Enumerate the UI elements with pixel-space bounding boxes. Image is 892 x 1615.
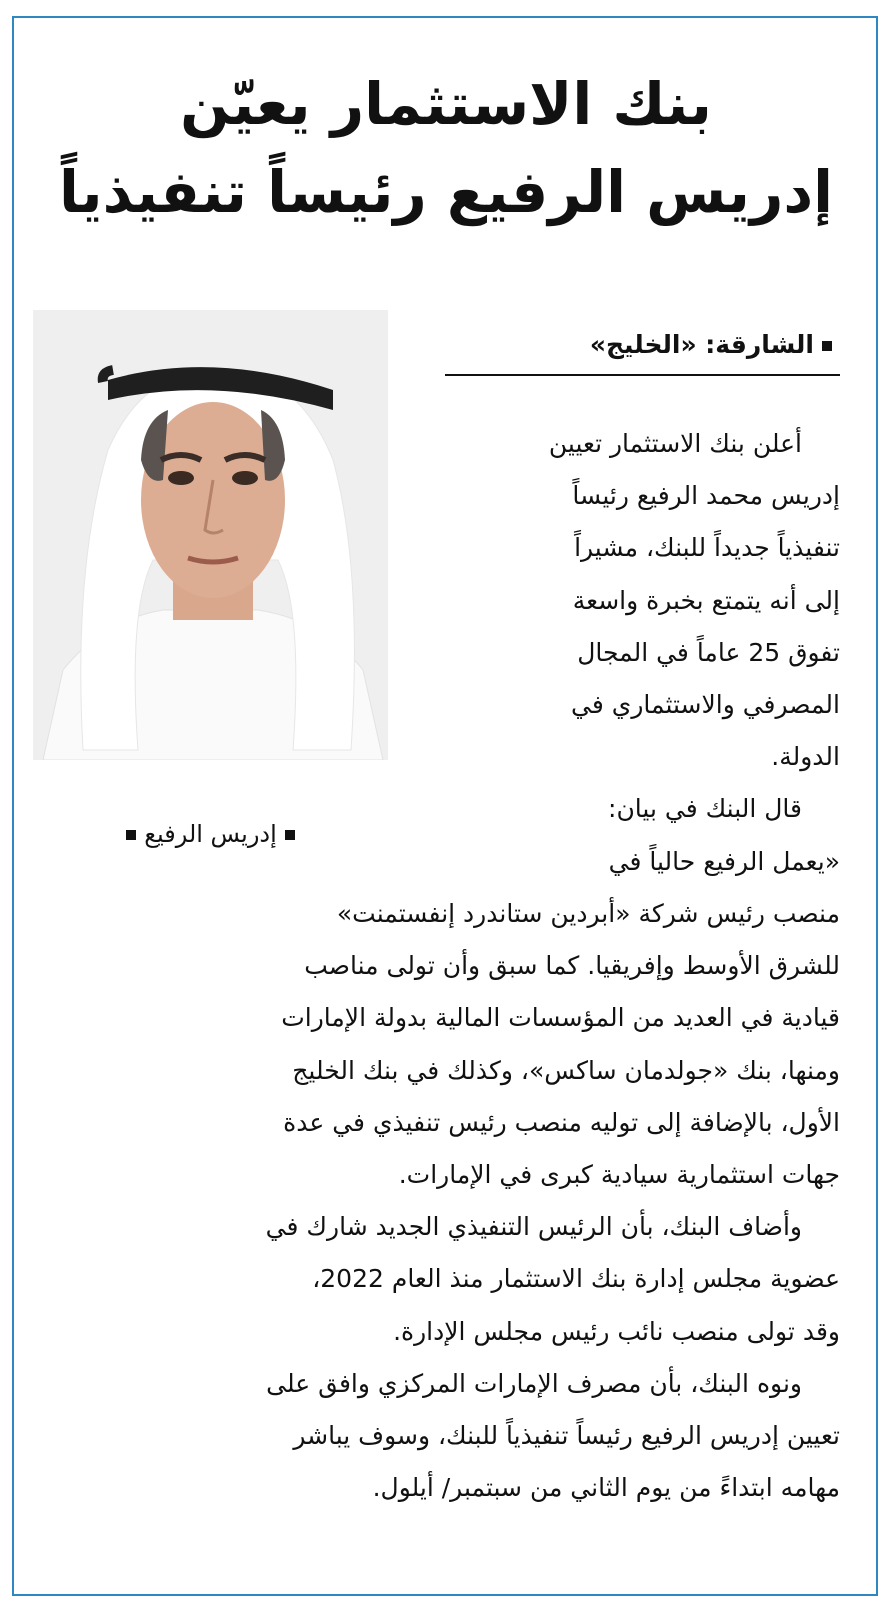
body-line: جهات استثمارية سيادية كبرى في الإمارات. [398,1159,840,1189]
body-line: المصرفي والاستثماري في [571,689,840,719]
body-line: منصب رئيس شركة «أبردين ستاندرد إنفستمنت» [336,899,840,928]
headline-line-1: بنك الاستثمار يعيّن [180,70,712,138]
body-line: قيادية في العديد من المؤسسات المالية بدولة الإمارات [281,1003,840,1033]
article-body-narrow [445,418,840,888]
dateline-text: الشارقة: «الخليج» [589,330,814,359]
body-line: تفوق 25 عاماً في المجال [577,637,840,667]
body-line: مهامه ابتداءً من يوم الثاني من سبتمبر/ أيلول. [372,1473,840,1503]
body-line: ونوه البنك، بأن مصرف الإمارات المركزي وافق على [266,1368,802,1398]
dateline [445,330,840,376]
body-line: وأضاف البنك، بأن الرئيس التنفيذي الجديد شارك في [265,1212,802,1242]
photo-caption [33,820,388,848]
headline [30,60,862,236]
body-line: قال البنك في بيان: [608,794,802,824]
body-line: للشرق الأوسط وإفريقيا. كما سبق وأن تولى مناصب [304,951,840,981]
body-line: وقد تولى منصب نائب رئيس مجلس الإدارة. [393,1316,840,1346]
caption-bullet-right [285,830,295,840]
body-line: الأول، بالإضافة إلى توليه منصب رئيس تنفيذي في عدة [283,1107,840,1137]
portrait-illustration [33,310,388,760]
caption-bullet-left [126,830,136,840]
body-line: أعلن بنك الاستثمار تعيين [548,429,802,458]
body-line: تنفيذياً جديداً للبنك، مشيراً [574,533,840,563]
body-line: عضوية مجلس إدارة بنك الاستثمار منذ العام 2022، [312,1264,840,1294]
headline-line-2: إدريس الرفيع رئيساً تنفيذياً [59,158,833,226]
caption-text: إدريس الرفيع [144,820,277,848]
dateline-bullet [822,341,832,351]
body-line: تعيين إدريس الرفيع رئيساً تنفيذياً للبنك، وسوف يباشر [293,1420,840,1450]
article-body-wide [38,888,840,1514]
body-line: إدريس محمد الرفيع رئيساً [572,481,840,511]
body-line: الدولة. [771,742,840,772]
body-line: إلى أنه يتمتع بخبرة واسعة [572,585,840,615]
portrait-photo [33,310,388,760]
body-line: ومنها، بنك «جولدمان ساكس»، وكذلك في بنك الخليج [292,1055,840,1085]
body-line: «يعمل الرفيع حالياً في [608,846,840,876]
